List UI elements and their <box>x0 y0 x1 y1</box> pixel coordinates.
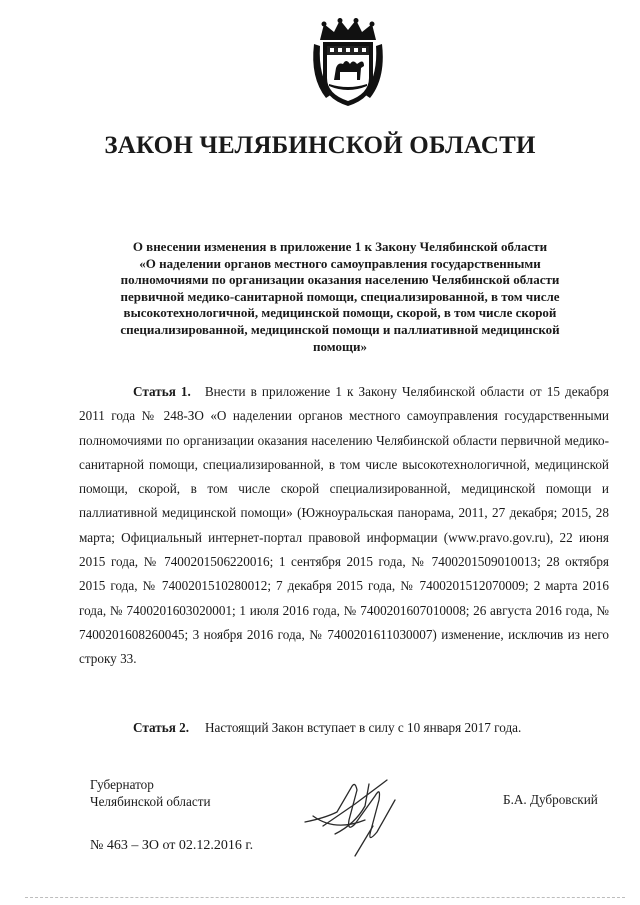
law-number: № 463 – ЗО от 02.12.2016 г. <box>90 838 254 853</box>
article-2-text: Настоящий Закон вступает в силу с 10 января 2017 года. <box>205 720 522 735</box>
handwritten-signature-icon <box>295 760 415 860</box>
article-2-heading: Статья 2. <box>133 720 190 735</box>
position-line: Челябинской области <box>90 794 211 809</box>
subtitle-line: полномочиями по организации оказания населению Челябинской области <box>120 272 560 288</box>
subtitle-line: первичной медико-санитарной помощи, специализированной, в том числе <box>120 288 560 304</box>
subtitle-line: помощи» <box>313 338 367 354</box>
footer-divider <box>25 897 625 898</box>
law-subtitle <box>95 239 585 355</box>
signer-name: Б.А. Дубровский <box>503 792 598 807</box>
article-2 <box>133 720 521 736</box>
coat-of-arms-icon <box>310 18 386 110</box>
article-1 <box>79 380 609 672</box>
article-1-heading: Статья 1. <box>133 384 191 399</box>
subtitle-line: высокотехнологичной, медицинской помощи, скорой, в том числе скорой <box>123 305 557 321</box>
document-title: ЗАКОН ЧЕЛЯБИНСКОЙ ОБЛАСТИ <box>104 132 536 159</box>
subtitle-line: О внесении изменения в приложение 1 к Закону Челябинской области <box>132 239 548 254</box>
signer-position <box>90 776 211 810</box>
subtitle-line: «О наделении органов местного самоуправления государственными <box>139 255 541 271</box>
article-1-text: Внести в приложение 1 к Закону Челябинской области от 15 декабря 2011 года № 248-ЗО «О наделении органов местного самоуправления государственными полномочиями по организации оказания населению Челябинской области первичной медико-санитарной помощи, специализированной, в том числе высокотехнологичной, медицинской помощи, скорой, в том числе скорой специализированной, медицинской помощи и паллиативной медицинской помощи» (Южноуральская панорама, 2011, 27 декабря; 2015, 28 марта; Официальный интернет-портал правовой информации (www.pravo.gov.ru), 22 июня 2015 года, № 7400201506220016; 1 сентября 2015 года, № 7400201509010013; 28 октября 2015 года, № 7400201510280012; 7 декабря 2015 года, № 7400201512070009; 2 марта 2016 года, № 7400201603020001; 1 июля 2016 года, № 7400201607010008; 26 августа 2016 года, № 7400201608260045; 3 ноября 2016 года, № 7400201611030007) изменение, исключив из него строку 33. <box>79 384 609 667</box>
position-line: Губернатор <box>90 777 154 792</box>
subtitle-line: специализированной, медицинской помощи и паллиативной медицинской <box>120 321 560 337</box>
